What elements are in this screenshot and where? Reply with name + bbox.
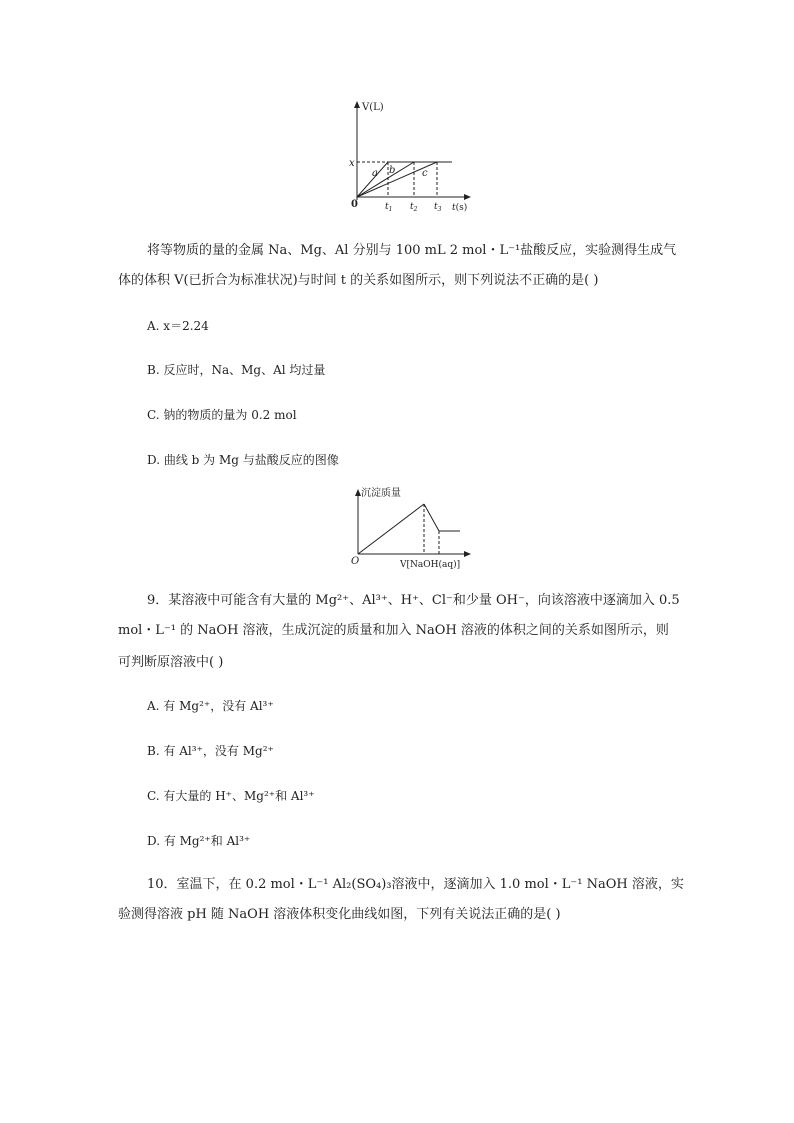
x-mark-label: x (349, 158, 355, 169)
curve-a-label: a (372, 168, 378, 179)
q9-stem-line-2: mol・L⁻¹ 的 NaOH 溶液，生成沉淀的质量和加入 NaOH 溶液的体积之间的关系如图所示，则 (118, 623, 669, 638)
y-axis-label: 沉淀质量 (361, 488, 401, 499)
t3-label: $t_3$ (434, 202, 442, 213)
q8-option-d: D. 曲线 b 为 Mg 与盐酸反应的图像 (147, 453, 339, 467)
x-axis-label: V[NaOH(aq)] (400, 560, 461, 570)
precipitate-fall-line (424, 504, 439, 531)
q9-option-b: B. 有 Al³⁺，没有 Mg²⁺ (147, 744, 274, 758)
precipitate-mass-figure (344, 484, 474, 572)
y-axis-arrow (354, 101, 360, 108)
origin-label: 0 (351, 199, 358, 210)
q8-stem-line-1: 将等物质的量的金属 Na、Mg、Al 分别与 100 mL 2 mol・L⁻¹盐酸反应，实验测得生成气 (147, 243, 677, 258)
curve-b-label: b (389, 165, 396, 176)
q9-option-a: A. 有 Mg²⁺，没有 Al³⁺ (147, 699, 274, 713)
q10-stem-line-1: 10．室温下，在 0.2 mol・L⁻¹ Al₂(SO₄)₃溶液中，逐滴加入 1.0 mol・L⁻¹ NaOH 溶液，实 (147, 877, 684, 892)
q8-option-b: B. 反应时，Na、Mg、Al 均过量 (147, 363, 326, 377)
origin-label: O (351, 556, 360, 567)
curve-c-label: c (422, 168, 428, 179)
x-axis-label: t(s) (452, 203, 468, 213)
gas-volume-time-figure (340, 96, 480, 216)
y-axis-label: V(L) (362, 102, 384, 113)
q9-stem-line-1: 9．某溶液中可能含有大量的 Mg²⁺、Al³⁺、H⁺、Cl⁻和少量 OH⁻，向该溶液中逐滴加入 0.5 (147, 593, 680, 608)
q8-stem-line-2: 体的体积 V(已折合为标准状况)与时间 t 的关系如图所示，则下列说法不正确的是( ) (118, 273, 599, 288)
q8-option-a: A. x＝2.24 (147, 319, 209, 333)
curve-b-line (357, 162, 414, 197)
t1-label: $t_1$ (385, 202, 393, 213)
t2-label: $t_2$ (410, 202, 418, 213)
q8-option-c: C. 钠的物质的量为 0.2 mol (147, 408, 297, 422)
x-axis-arrow (464, 551, 471, 557)
x-axis-arrow (464, 194, 471, 200)
q9-option-d: D. 有 Mg²⁺和 Al³⁺ (147, 834, 251, 848)
precipitate-rise-line (358, 504, 424, 554)
q9-stem-line-3: 可判断原溶液中( ) (118, 655, 224, 670)
q10-stem-line-2: 验测得溶液 pH 随 NaOH 溶液体积变化曲线如图，下列有关说法正确的是( ) (118, 907, 561, 922)
q9-option-c: C. 有大量的 H⁺、Mg²⁺和 Al³⁺ (147, 789, 315, 803)
